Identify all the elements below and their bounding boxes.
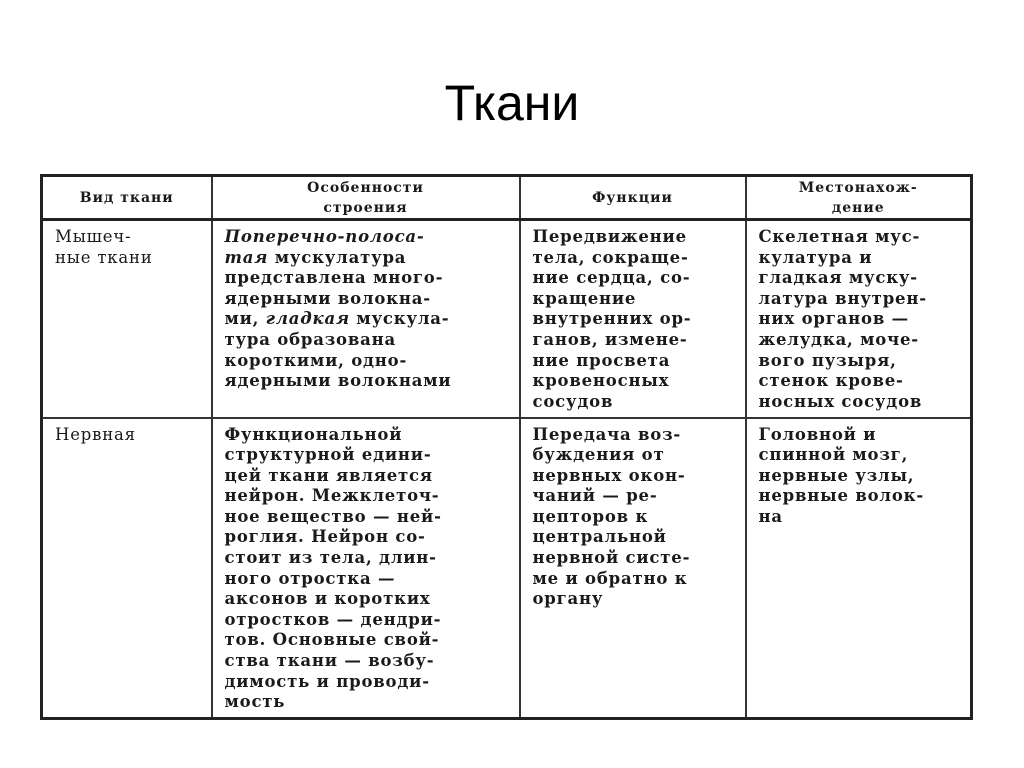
cell-functions (520, 418, 746, 719)
cell-text-line: Головной и (758, 424, 877, 444)
text-segment: тура образована (224, 329, 396, 349)
text-segment: короткими, одно- (224, 350, 408, 370)
cell-text-line: чаний — ре- (532, 486, 658, 506)
text-segment: ми, (224, 309, 266, 329)
text-segment: нейрон. Межклеточ- (224, 486, 440, 506)
text-segment: представлена много- (224, 268, 444, 288)
text-segment: ства ткани — возбу- (224, 651, 435, 671)
cell-text-line: нервные волок- (758, 486, 925, 506)
text-segment: структурной едини- (224, 445, 432, 465)
cell-text-line (225, 330, 509, 351)
cell-text-line (225, 527, 509, 548)
header-location (746, 176, 972, 220)
italic-term: тая (224, 247, 269, 267)
cell-text-line: буждения от (532, 445, 665, 465)
text-segment: тов. Основные свой- (224, 630, 440, 650)
cell-text-line: кулатура и (758, 247, 873, 267)
cell-functions (520, 220, 746, 418)
header-functions (520, 176, 746, 220)
tissue-table (40, 174, 973, 720)
cell-text-line: гладкая муску- (758, 268, 918, 288)
text-segment: ядерными волокнами (224, 371, 452, 391)
header-line: Функции (592, 189, 673, 206)
cell-text-line: на (758, 506, 783, 526)
cell-text-line (225, 268, 509, 289)
text-segment: стоит из тела, длин- (224, 548, 437, 568)
italic-term: Поперечно-полоса- (224, 227, 425, 246)
cell-text-line: органу (532, 589, 604, 609)
cell-text-line (225, 630, 509, 651)
cell-structure (212, 220, 520, 418)
cell-text-line: Скелетная мус- (758, 227, 921, 246)
cell-text-line (225, 672, 509, 693)
cell-text-line (225, 692, 509, 713)
cell-text-line: Передача воз- (532, 424, 682, 444)
cell-text-line: спинной мозг, (758, 445, 909, 465)
cell-text-line: кращение (532, 288, 637, 308)
header-line: Вид ткани (79, 189, 174, 206)
text-segment: ного отростка — (224, 568, 396, 588)
cell-text-line: цепторов к (532, 506, 649, 526)
slide-title: Ткани (444, 75, 580, 131)
cell-text-line (225, 466, 509, 487)
cell-text-line (225, 651, 509, 672)
cell-text-line (225, 445, 509, 466)
cell-text-line (225, 227, 509, 248)
cell-text-line (225, 248, 509, 269)
cell-location (746, 418, 972, 719)
cell-structure (212, 418, 520, 719)
text-segment: ное вещество — ней- (224, 506, 442, 526)
cell-text-line (225, 425, 509, 446)
table-row-nerve (42, 418, 972, 719)
cell-text-line: тела, сокраще- (532, 247, 689, 267)
cell-tissue-name (42, 418, 212, 719)
cell-text-line: вого пузыря, (758, 350, 897, 370)
cell-text-line (225, 589, 509, 610)
header-line: строения (323, 199, 408, 216)
cell-text-line: стенок крове- (758, 371, 904, 391)
text-segment: отростков — дендри- (224, 609, 442, 629)
cell-text-line: ганов, измене- (532, 329, 688, 349)
cell-text-line: желудка, моче- (758, 329, 919, 349)
cell-text-line (225, 371, 509, 392)
cell-text-line: носных сосудов (758, 391, 923, 411)
cell-text-line: сосудов (532, 391, 614, 411)
header-tissue-type (42, 176, 212, 220)
cell-text-line: Нервная (55, 424, 136, 444)
cell-text-line (225, 486, 509, 507)
header-line: Особенности (307, 179, 424, 196)
cell-text-line: нервной систе- (532, 548, 691, 568)
cell-text-line: кровеносных (532, 371, 670, 391)
text-segment: цей ткани является (224, 465, 433, 485)
cell-text-line (225, 309, 509, 330)
cell-text-line: центральной (532, 527, 667, 547)
text-segment: мускула- (349, 309, 450, 329)
italic-term: гладкая (265, 309, 350, 329)
cell-text-line: ние просвета (532, 350, 671, 370)
cell-text-line (225, 548, 509, 569)
header-structure (212, 176, 520, 220)
cell-text-line: них органов — (758, 309, 909, 329)
text-segment: аксонов и коротких (224, 589, 431, 609)
text-segment: Функциональной (224, 424, 403, 444)
cell-text-line (225, 569, 509, 590)
cell-text-line: ние сердца, со- (532, 268, 691, 288)
cell-text-line: нервные узлы, (758, 465, 915, 485)
header-line: Местонахож- (798, 179, 918, 196)
cell-text-line: нервных окон- (532, 465, 686, 485)
cell-text-line: Мышеч- (55, 227, 132, 246)
text-segment: мость (224, 692, 286, 712)
text-segment: димость и проводи- (224, 671, 430, 691)
text-segment: роглия. Нейрон со- (224, 527, 426, 547)
text-segment: мускулатура (268, 247, 407, 267)
text-segment: ядерными волокна- (224, 288, 431, 308)
header-line: дение (831, 199, 885, 216)
cell-tissue-name (42, 220, 212, 418)
cell-text-line (225, 610, 509, 631)
cell-text-line: Передвижение (532, 227, 687, 246)
cell-text-line: ные ткани (55, 247, 153, 267)
cell-text-line (225, 289, 509, 310)
cell-location (746, 220, 972, 418)
cell-text-line (225, 351, 509, 372)
header-row (42, 176, 972, 220)
cell-text-line: внутренних ор- (532, 309, 692, 329)
cell-text-line: латура внутрен- (758, 288, 927, 308)
cell-text-line (225, 507, 509, 528)
table-row-muscle (42, 220, 972, 418)
cell-text-line: ме и обратно к (532, 568, 688, 588)
